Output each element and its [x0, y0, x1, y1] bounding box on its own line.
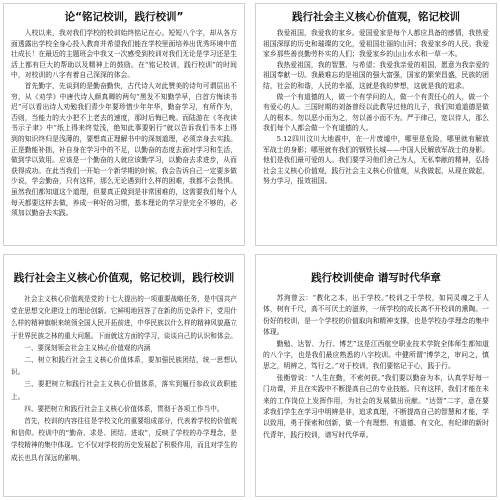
essay-paragraph: 我热爱祖国，我的智慧、与希望；我爱我亲爱的祖国，愿意为我亲爱的祖国奉献一切。我最难忘的是祖国的强大富强，国家的繁荣昌盛，民族的团结，社会的和谐，人民的幸福，这就是我的梦想，这就是我的追求。	[263, 60, 489, 90]
essay-paragraph: 二、树立和践行社会主义核心价值体系，要加强民族团结，统一思想认识。	[11, 356, 237, 377]
essay-paragraph: 张衡曾说：“人生在勤，不索何获。”我们要以勤奋为本，认真学好每一门功课，并且在实践中不断提高自己的专业技能。只有这样，我们才能在未来的工作岗位上发挥作用，为社会的发展做出贡献。“达智”二字，意在要求我们学生在学习中明辨是非，追求真理，不断提高自己的智慧和才能，学以致用，勇于探索和创新，做一个有理想、有道德、有文化、有纪律的新时代青年，践行校训，谱写时代华章。	[263, 373, 489, 439]
essay-paragraph: 入校以来，我对我们学校的校训始终铭记在心。短短八个字，却从各方面透露出学校全身心投入教育并希望我们能在学校里面培养出优秀环境中茁壮成长！在最近的主题班会中我又一次感受到校训对我们无论是学习还是生活上都有巨大的帮助以及精神上的鼓励。在“铭记校训，践行校训”的时间中，对校训的八字有着自己深深的体会。	[11, 29, 237, 80]
essay-panel-top-left	[3, 3, 245, 246]
essay-paragraph: 社会主义核心价值观是党的十七大提出的一项重要战略任务，是中国共产党在思想文化建设上的理论创新。它鲜明地回答了在新的历史条件下，党用什么样的精神旗帜来统领全国人民开拓前进，中华民族以什么样的精神风貌矗立于世界民族之林的重大问题。下面就这方面的学习，谈谈自己的认识和体会。	[11, 295, 237, 340]
essay-paragraph: 5.12四川汶川大地震中，在一片废墟中，哪里是危险，哪里就有解放军战士的身影；哪里就有我们的钢铁长城——中国人民解放军战士的身影。他们是我们最可爱的人。我们要学习他们舍己为人，无私奉献的精神，弘扬社会主义核心价值观，践行社会主义核心价值观，从我做起，从现在做起，努力学习，报效祖国。	[263, 134, 489, 186]
essay-paragraph: 四、要把树立和践行社会主义核心价值体系，贯彻于各项工作当中。	[24, 404, 224, 413]
essay-paragraph: 苏洵曾云：“教化之本，出于学校。”校训之于学校，如同灵魂之于人体，树有千尺，高不可厌土的滋养，一所学校的成长离不开校训的熏陶。一份好的校训，是一个学校的价值取向和精神支撑，也是学校办学理念的集中体现。	[263, 294, 489, 337]
essay-panel-top-right	[255, 3, 497, 246]
essay-title: 践行社会主义核心价值观，铭记校训，践行校训	[13, 272, 235, 284]
essay-paragraph: 做一个有道德的人，做一个有学问的人，做一个有责任心的人，做一个有爱心的人。三国时期的刘备曾经以此教导过他的儿子，我们知道道德是做人的根本。勿以恶小而为之，勿以善小而不为。严于律己，宽以待人，那么我们每个人都会做一个有道德的人。	[263, 92, 489, 133]
essay-paragraph: 一、要深刻领会社会主义核心价值观的内涵	[24, 343, 151, 352]
essay-paragraph: 首先，校训的内容往往是学校文化的重要组成部分，代表着学校的价值观和信仰。校训中的“勤奋、求是、团结、进取”，反映了学校的办学理念，是学校精神的集中体现。它不仅对学校的历史发展起了积极作用，而且对学生的成长也具有深远的影响。	[11, 417, 237, 462]
essay-title: 践行社会主义核心价值观，铭记校训	[292, 11, 460, 23]
essay-title: 论“铭记校训，践行校训”	[64, 11, 184, 23]
essay-panel-bottom-left	[3, 254, 245, 497]
essay-title: 践行校训使命 谱写时代华章	[311, 272, 441, 284]
essay-paragraph: 我爱祖国，我爱我的家乡。爱国爱家是每个人都应具备的感情，我热爱祖国深厚的历史和璀璨的文化，爱祖国壮丽的山河；我爱家乡的人民。我爱家乡那些善良勤劳朴实的人们；我爱家乡的山山水水和一草一木。	[263, 29, 489, 59]
essay-panel-bottom-right	[255, 254, 497, 497]
essay-paragraph: 三、要把树立和践行社会主义核心价值体系，落实到履行参政议政职能上。	[11, 380, 237, 401]
essay-paragraph: 首先勤字，先谈到的是勤奋勤快，古代诗人对此赞美的诗句可谓层出不穷，从《劝学》中唐代诗人颜真卿的两句“黑发不知勤学早，白首方悔读书迟”可以看出诗人劝勉我们青少年要珍惜少年年华，勤奋学习，有所作为，否则，当能力的大小把不上老去的速度，那时后悔已晚。而陆游在《冬夜读书示子聿》中“纸上得来终觉浅，绝知此事要躬行”就以告诉我们书本上得到的知识终归是浅薄的，要想真正理解书中的深刻道理，必须亲身去实践。正是勤能补拙，补自身在学习中的不足，以勤奋的态度去面对学习和生活，做到学以致用。应该是一个勤奋的人就应该勤学习，以勤奋去求进步，从而获得成功。在此当我们一开始一个新学期的时候，我会告诉自己一定要多做少说，学会勤奋，只有这样，那么无论遇到什么样的困难，我都不会畏惧。虽然我们都知道这个道理，但要真正做到是非常困难的，这需要我们每个人每天都要这样去做，养成一种好的习惯，基本理论的学习是完全不够的，必须加以勤奋去实践。	[11, 81, 237, 218]
essay-paragraph: 勤勉、达智、力行、博艺”这是江西航空职业技术学院全体师生都知道的八个字，也是我们最应熟悉的八字校训。中健所谓“博学之，审问之，慎思之，明辨之，笃行之。”对于校训，我们要铭记于心，践于行。	[263, 339, 489, 371]
